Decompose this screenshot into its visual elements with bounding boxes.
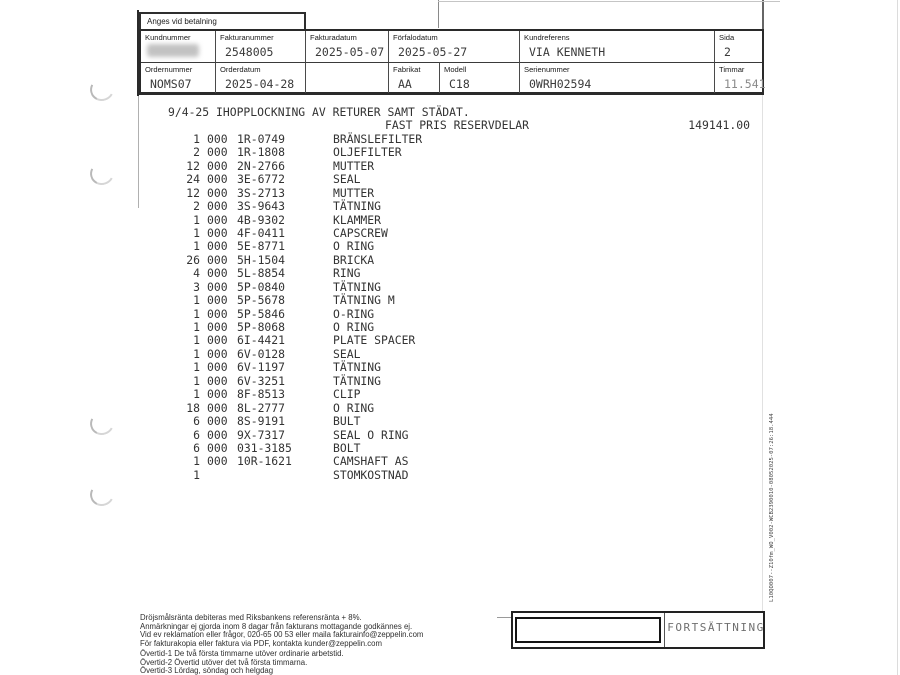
part-description: OLJEFILTER	[333, 145, 402, 160]
part-row	[164, 214, 764, 227]
field-label: Förfalodatum	[393, 33, 438, 42]
part-code: 000	[207, 158, 228, 173]
part-code: 000	[207, 293, 228, 308]
part-number: 5P-0840	[237, 279, 286, 294]
footer-term-line: Vid ev reklamation eller frågor, 020-65 00 53 eller maila fakturainfo@zeppelin.com	[140, 630, 424, 640]
part-row	[164, 160, 764, 173]
part-description: RING	[333, 266, 361, 281]
part-description: BRICKA	[333, 252, 375, 267]
payment-reference-label: Anges vid betalning	[147, 17, 217, 26]
part-number: 3S-9643	[237, 199, 286, 214]
field-label: Modell	[444, 65, 467, 74]
part-code: 000	[207, 239, 228, 254]
part-qty: 18	[186, 400, 200, 415]
scan-edge-line	[897, 0, 898, 675]
part-description: O RING	[333, 239, 375, 254]
overtime-note-line: Övertid-3 Lördag, söndag och helgdag	[140, 666, 274, 675]
part-description: O-RING	[333, 306, 375, 321]
part-code: 000	[207, 252, 228, 267]
field-value: C18	[449, 77, 470, 91]
field-label: Fakturadatum	[310, 33, 357, 42]
part-number: 5P-5846	[237, 306, 286, 321]
part-description: TÄTNING	[333, 199, 382, 214]
field-label: Kundreferens	[524, 33, 570, 42]
continuation-box	[511, 611, 765, 649]
part-number: 2N-2766	[237, 158, 286, 173]
field-value: 2	[724, 45, 731, 59]
fixed-price-label: FAST PRIS RESERVDELAR	[385, 118, 530, 133]
part-number: 8L-2777	[237, 400, 286, 415]
part-row	[164, 133, 764, 146]
overtime-note-line: Övertid-2 Övertid utöver det två första timmarna.	[140, 657, 308, 667]
part-code: 000	[207, 199, 228, 214]
scan-artifact-line	[438, 0, 439, 28]
field-value: NOMS07	[150, 77, 192, 91]
part-qty: 2	[193, 145, 200, 160]
part-row	[164, 267, 764, 280]
part-description: SEAL	[333, 346, 361, 361]
field-serienummer	[519, 62, 714, 93]
binder-mark-icon	[87, 480, 117, 509]
part-row	[164, 187, 764, 200]
part-row	[164, 442, 764, 455]
scan-artifact-line	[762, 0, 764, 30]
part-number: 5H-1504	[237, 252, 286, 267]
part-code: 000	[207, 346, 228, 361]
part-description: CAMSHAFT AS	[333, 454, 409, 469]
field-kundnummer	[141, 31, 215, 62]
field-value: VIA KENNETH	[529, 45, 606, 59]
field-value: 11.541	[724, 77, 766, 91]
field-value: 2025-05-27	[398, 45, 468, 59]
part-number: 4B-9302	[237, 212, 286, 227]
field-fakturanummer	[215, 31, 305, 62]
part-code: 000	[207, 333, 228, 348]
part-qty: 12	[186, 185, 200, 200]
field-label: Fakturanummer	[220, 33, 274, 42]
part-row	[164, 375, 764, 388]
part-qty: 1	[193, 346, 200, 361]
field-label: Serienummer	[524, 65, 570, 74]
part-row	[164, 361, 764, 374]
vertical-scan-id-text: L10QO007--Z10fm_WO_V002-WCB2390010-08052025-07:26:18.444	[769, 413, 775, 602]
part-row	[164, 173, 764, 186]
part-description: KLAMMER	[333, 212, 382, 227]
part-description: TÄTNING	[333, 279, 382, 294]
part-qty: 1	[193, 454, 200, 469]
part-number: 8S-9191	[237, 414, 286, 429]
part-code: 000	[207, 454, 228, 469]
parts-listing	[164, 106, 764, 482]
parts-list	[164, 133, 764, 482]
part-code: 000	[207, 266, 228, 281]
part-number: 031-3185	[237, 440, 292, 455]
continuation-label: FORTSÄTTNING	[667, 621, 765, 634]
part-code: 000	[207, 414, 228, 429]
part-qty: 6	[193, 427, 200, 442]
binder-mark-icon	[87, 409, 117, 438]
part-qty: 6	[193, 414, 200, 429]
field-value: 2025-04-28	[225, 77, 295, 91]
part-row	[164, 334, 764, 347]
field-ordernummer	[141, 62, 215, 93]
part-description: TÄTNING M	[333, 293, 395, 308]
field-label: Fabrikat	[393, 65, 421, 74]
part-description: PLATE SPACER	[333, 333, 416, 348]
part-description: MUTTER	[333, 158, 375, 173]
part-row	[164, 415, 764, 428]
footer-term-line: Anmärkningar ej gjorda inom 8 dagar från fakturans mottagande godkännes ej.	[140, 621, 413, 631]
part-description: CAPSCREW	[333, 225, 388, 240]
part-number: 5E-8771	[237, 239, 286, 254]
overtime-notes	[140, 650, 344, 675]
part-description: CLIP	[333, 387, 361, 402]
part-qty: 6	[193, 440, 200, 455]
part-row	[164, 429, 764, 442]
footer-line-artifact	[497, 617, 511, 618]
part-row	[164, 240, 764, 253]
part-number: 10R-1621	[237, 454, 292, 469]
part-qty: 1	[193, 239, 200, 254]
part-code: 000	[207, 360, 228, 375]
part-description: MUTTER	[333, 185, 375, 200]
work-description-line: 9/4-25 IHOPPLOCKNING AV RETURER SAMT STÄDAT.	[168, 105, 470, 119]
part-code: 000	[207, 185, 228, 200]
part-code: 000	[207, 387, 228, 402]
part-row	[164, 200, 764, 213]
part-qty: 4	[193, 266, 200, 281]
part-row	[164, 402, 764, 415]
part-qty: 1	[193, 320, 200, 335]
part-code: 000	[207, 145, 228, 160]
page-left-border-faint	[138, 96, 139, 208]
part-code: 000	[207, 279, 228, 294]
part-code: 000	[207, 373, 228, 388]
part-row	[164, 469, 764, 482]
part-description: O RING	[333, 400, 375, 415]
redacted-value	[147, 44, 199, 57]
part-qty: 1	[193, 293, 200, 308]
field-empty	[305, 62, 388, 93]
part-description: BULT	[333, 414, 361, 429]
part-code: 000	[207, 172, 228, 187]
part-description: STOMKOSTNAD	[333, 467, 409, 482]
part-qty: 3	[193, 279, 200, 294]
part-description: O RING	[333, 320, 375, 335]
part-description: TÄTNING	[333, 360, 382, 375]
fixed-price-value: 149141.00	[688, 118, 750, 133]
scan-artifact-line	[438, 1, 780, 2]
part-row	[164, 308, 764, 321]
part-row	[164, 348, 764, 361]
part-row	[164, 146, 764, 159]
footer-terms	[140, 614, 423, 648]
footer-term-line: För fakturakopia eller faktura via PDF, kontakta kunder@zeppelin.com	[140, 638, 382, 648]
part-code: 000	[207, 306, 228, 321]
invoice-header-table	[139, 29, 764, 95]
part-number: 4F-0411	[237, 225, 286, 240]
field-value: 0WRH02594	[529, 77, 592, 91]
field-modell	[439, 62, 519, 93]
part-number: 6I-4421	[237, 333, 286, 348]
field-label: Orderdatum	[220, 65, 261, 74]
part-code: 000	[207, 131, 228, 146]
part-qty: 12	[186, 158, 200, 173]
part-number: 1R-0749	[237, 131, 286, 146]
part-qty: 1	[193, 373, 200, 388]
field-value: AA	[398, 77, 412, 91]
field-label: Timmar	[719, 65, 745, 74]
part-code: 000	[207, 427, 228, 442]
part-number: 6V-3251	[237, 373, 286, 388]
part-number: 9X-7317	[237, 427, 286, 442]
part-row	[164, 294, 764, 307]
field-label: Kundnummer	[145, 33, 191, 42]
part-qty: 1	[193, 387, 200, 402]
part-number: 6V-0128	[237, 346, 286, 361]
part-number: 6V-1197	[237, 360, 286, 375]
part-code: 000	[207, 212, 228, 227]
field-timmar	[714, 62, 766, 93]
binder-mark-icon	[87, 75, 117, 104]
part-description: BOLT	[333, 440, 361, 455]
part-row	[164, 254, 764, 267]
continuation-empty-box	[515, 617, 661, 643]
part-qty: 24	[186, 172, 200, 187]
overtime-note-line: Övertid-1 De två första timmarne utöver ordinarie arbetstid.	[140, 649, 344, 658]
field-forfalodatum	[388, 31, 519, 62]
continuation-divider	[664, 613, 665, 647]
part-code: 000	[207, 225, 228, 240]
part-qty: 2	[193, 199, 200, 214]
footer-term-line: Dröjsmålsränta debiteras med Riksbankens referensränta + 8%.	[140, 613, 362, 622]
part-number: 5P-5678	[237, 293, 286, 308]
part-code: 000	[207, 400, 228, 415]
part-number: 3E-6772	[237, 172, 286, 187]
part-code: 000	[207, 440, 228, 455]
field-fakturadatum	[305, 31, 388, 62]
part-number: 5L-8854	[237, 266, 286, 281]
part-row	[164, 388, 764, 401]
part-number: 8F-8513	[237, 387, 286, 402]
fixed-price-line	[164, 119, 764, 132]
field-value: 2025-05-07	[315, 45, 385, 59]
vertical-scan-id	[760, 382, 775, 602]
part-row	[164, 281, 764, 294]
part-row	[164, 455, 764, 468]
part-qty: 26	[186, 252, 200, 267]
part-row	[164, 321, 764, 334]
field-sida	[714, 31, 762, 62]
part-qty: 1	[193, 225, 200, 240]
part-description: BRÄNSLEFILTER	[333, 131, 423, 146]
field-kundreferens	[519, 31, 714, 62]
part-description: SEAL O RING	[333, 427, 409, 442]
binder-mark-icon	[87, 159, 117, 188]
part-description: SEAL	[333, 172, 361, 187]
part-qty: 1	[193, 333, 200, 348]
part-code: 000	[207, 320, 228, 335]
part-number: 5P-8068	[237, 320, 286, 335]
part-number: 1R-1808	[237, 145, 286, 160]
field-label: Sida	[719, 33, 735, 42]
part-description: TÄTNING	[333, 373, 382, 388]
field-label: Ordernummer	[145, 65, 193, 74]
part-qty: 1	[193, 467, 200, 482]
field-fabrikat	[388, 62, 439, 93]
part-qty: 1	[193, 360, 200, 375]
part-qty: 1	[193, 306, 200, 321]
part-row	[164, 227, 764, 240]
field-orderdatum	[215, 62, 305, 93]
field-value: 2548005	[225, 45, 274, 59]
part-number: 3S-2713	[237, 185, 286, 200]
part-qty: 1	[193, 212, 200, 227]
part-qty: 1	[193, 131, 200, 146]
